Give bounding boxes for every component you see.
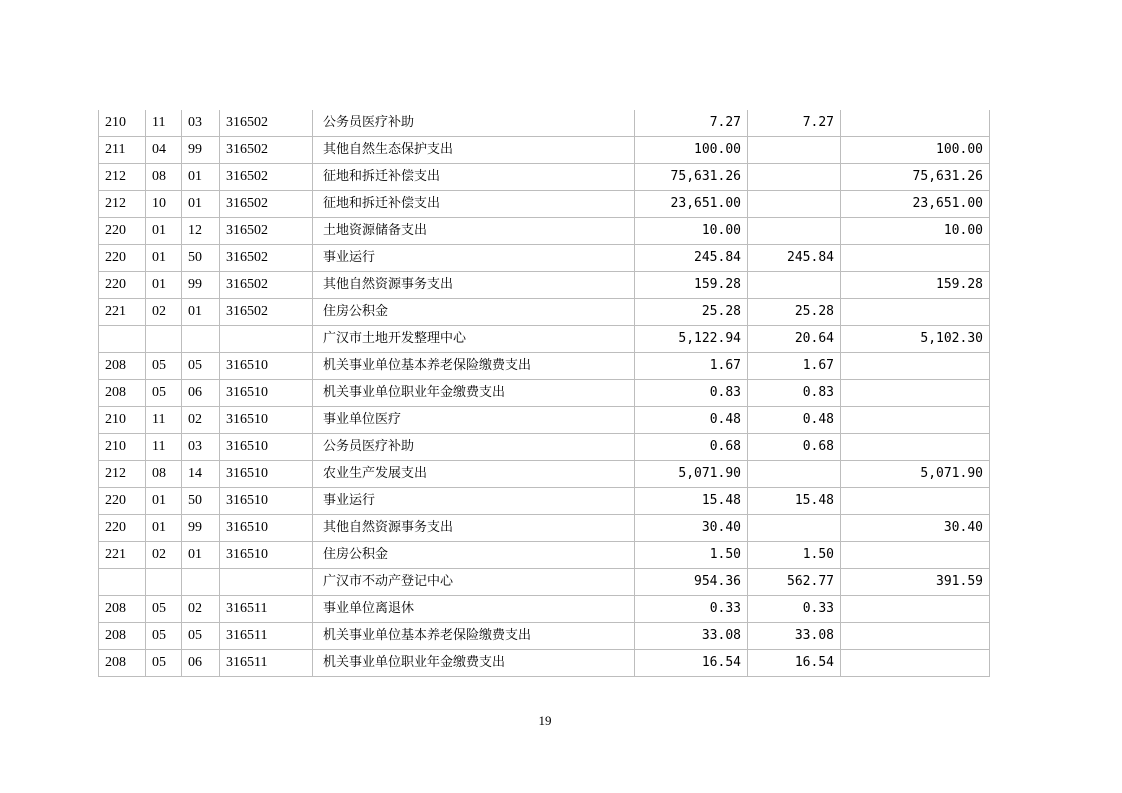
cell-class-code: 212 bbox=[99, 191, 146, 218]
table-row bbox=[99, 299, 990, 326]
cell-class-code: 208 bbox=[99, 596, 146, 623]
cell-subject-name: 征地和拆迁补偿支出 bbox=[313, 191, 635, 218]
table-row bbox=[99, 542, 990, 569]
cell-item-code: 01 bbox=[182, 191, 220, 218]
cell-project-expenditure: 391.59 bbox=[841, 569, 990, 596]
cell-total-amount: 5,122.94 bbox=[635, 326, 748, 353]
cell-unit-code: 316511 bbox=[220, 623, 313, 650]
cell-total-amount: 0.33 bbox=[635, 596, 748, 623]
cell-class-code: 221 bbox=[99, 542, 146, 569]
cell-subject-name: 其他自然生态保护支出 bbox=[313, 137, 635, 164]
cell-total-amount: 33.08 bbox=[635, 623, 748, 650]
cell-total-amount: 100.00 bbox=[635, 137, 748, 164]
cell-total-amount: 1.67 bbox=[635, 353, 748, 380]
cell-basic-expenditure: 20.64 bbox=[748, 326, 841, 353]
cell-project-expenditure bbox=[841, 245, 990, 272]
table-row bbox=[99, 380, 990, 407]
cell-section-code: 10 bbox=[146, 191, 182, 218]
cell-item-code: 06 bbox=[182, 380, 220, 407]
cell-class-code: 220 bbox=[99, 488, 146, 515]
cell-subject-name: 住房公积金 bbox=[313, 542, 635, 569]
cell-project-expenditure bbox=[841, 299, 990, 326]
cell-unit-code bbox=[220, 326, 313, 353]
cell-unit-code: 316510 bbox=[220, 434, 313, 461]
cell-subject-name: 事业单位医疗 bbox=[313, 407, 635, 434]
cell-total-amount: 1.50 bbox=[635, 542, 748, 569]
cell-basic-expenditure: 0.48 bbox=[748, 407, 841, 434]
cell-subject-name: 其他自然资源事务支出 bbox=[313, 515, 635, 542]
cell-class-code bbox=[99, 569, 146, 596]
cell-total-amount: 23,651.00 bbox=[635, 191, 748, 218]
table-row bbox=[99, 353, 990, 380]
table-row bbox=[99, 407, 990, 434]
table-row bbox=[99, 650, 990, 677]
cell-unit-code: 316502 bbox=[220, 245, 313, 272]
cell-class-code: 220 bbox=[99, 245, 146, 272]
cell-section-code: 11 bbox=[146, 110, 182, 137]
cell-total-amount: 75,631.26 bbox=[635, 164, 748, 191]
cell-subject-name: 公务员医疗补助 bbox=[313, 434, 635, 461]
cell-item-code bbox=[182, 569, 220, 596]
cell-class-code: 221 bbox=[99, 299, 146, 326]
cell-section-code: 04 bbox=[146, 137, 182, 164]
cell-unit-code: 316502 bbox=[220, 299, 313, 326]
cell-subject-name: 事业单位离退休 bbox=[313, 596, 635, 623]
cell-project-expenditure: 30.40 bbox=[841, 515, 990, 542]
cell-unit-code bbox=[220, 569, 313, 596]
table-row bbox=[99, 245, 990, 272]
cell-section-code: 11 bbox=[146, 434, 182, 461]
table-body bbox=[99, 110, 990, 677]
cell-basic-expenditure: 0.83 bbox=[748, 380, 841, 407]
cell-basic-expenditure bbox=[748, 137, 841, 164]
cell-class-code: 208 bbox=[99, 353, 146, 380]
cell-project-expenditure bbox=[841, 650, 990, 677]
cell-subject-name: 机关事业单位职业年金缴费支出 bbox=[313, 380, 635, 407]
cell-total-amount: 15.48 bbox=[635, 488, 748, 515]
cell-subject-name: 其他自然资源事务支出 bbox=[313, 272, 635, 299]
cell-item-code: 12 bbox=[182, 218, 220, 245]
cell-project-expenditure bbox=[841, 407, 990, 434]
cell-total-amount: 0.48 bbox=[635, 407, 748, 434]
budget-table bbox=[98, 110, 990, 677]
cell-section-code: 08 bbox=[146, 164, 182, 191]
cell-class-code: 220 bbox=[99, 515, 146, 542]
cell-basic-expenditure: 245.84 bbox=[748, 245, 841, 272]
cell-section-code: 08 bbox=[146, 461, 182, 488]
cell-item-code: 06 bbox=[182, 650, 220, 677]
table-row bbox=[99, 623, 990, 650]
cell-unit-code: 316510 bbox=[220, 488, 313, 515]
cell-item-code: 03 bbox=[182, 434, 220, 461]
table-row bbox=[99, 326, 990, 353]
cell-class-code bbox=[99, 326, 146, 353]
cell-class-code: 208 bbox=[99, 380, 146, 407]
cell-basic-expenditure bbox=[748, 191, 841, 218]
cell-unit-code: 316510 bbox=[220, 407, 313, 434]
cell-subject-name: 事业运行 bbox=[313, 488, 635, 515]
cell-total-amount: 159.28 bbox=[635, 272, 748, 299]
cell-section-code bbox=[146, 569, 182, 596]
table-row bbox=[99, 164, 990, 191]
cell-unit-code: 316510 bbox=[220, 353, 313, 380]
cell-section-code: 11 bbox=[146, 407, 182, 434]
cell-unit-code: 316510 bbox=[220, 380, 313, 407]
table-row bbox=[99, 191, 990, 218]
table-row bbox=[99, 596, 990, 623]
cell-section-code: 02 bbox=[146, 299, 182, 326]
cell-unit-code: 316502 bbox=[220, 191, 313, 218]
cell-class-code: 212 bbox=[99, 164, 146, 191]
cell-section-code: 05 bbox=[146, 353, 182, 380]
cell-item-code: 01 bbox=[182, 299, 220, 326]
cell-basic-expenditure: 1.67 bbox=[748, 353, 841, 380]
page-number: 19 bbox=[538, 713, 552, 728]
cell-basic-expenditure bbox=[748, 272, 841, 299]
cell-total-amount: 30.40 bbox=[635, 515, 748, 542]
cell-unit-code: 316502 bbox=[220, 110, 313, 137]
cell-basic-expenditure: 25.28 bbox=[748, 299, 841, 326]
cell-class-code: 220 bbox=[99, 272, 146, 299]
cell-subject-name: 事业运行 bbox=[313, 245, 635, 272]
table-row bbox=[99, 218, 990, 245]
cell-unit-code: 316502 bbox=[220, 272, 313, 299]
cell-subject-name: 机关事业单位基本养老保险缴费支出 bbox=[313, 353, 635, 380]
cell-project-expenditure: 100.00 bbox=[841, 137, 990, 164]
cell-item-code: 14 bbox=[182, 461, 220, 488]
cell-item-code: 99 bbox=[182, 272, 220, 299]
cell-basic-expenditure: 16.54 bbox=[748, 650, 841, 677]
cell-class-code: 210 bbox=[99, 434, 146, 461]
cell-section-code: 01 bbox=[146, 218, 182, 245]
cell-item-code: 01 bbox=[182, 164, 220, 191]
cell-item-code: 50 bbox=[182, 245, 220, 272]
cell-project-expenditure: 23,651.00 bbox=[841, 191, 990, 218]
table-row bbox=[99, 569, 990, 596]
cell-subject-name: 农业生产发展支出 bbox=[313, 461, 635, 488]
cell-total-amount: 25.28 bbox=[635, 299, 748, 326]
cell-section-code: 01 bbox=[146, 245, 182, 272]
cell-subject-name: 征地和拆迁补偿支出 bbox=[313, 164, 635, 191]
cell-section-code: 05 bbox=[146, 596, 182, 623]
cell-section-code: 02 bbox=[146, 542, 182, 569]
cell-basic-expenditure bbox=[748, 461, 841, 488]
cell-subject-name: 住房公积金 bbox=[313, 299, 635, 326]
cell-project-expenditure bbox=[841, 434, 990, 461]
cell-class-code: 208 bbox=[99, 650, 146, 677]
cell-item-code: 05 bbox=[182, 623, 220, 650]
cell-section-code: 01 bbox=[146, 272, 182, 299]
cell-section-code bbox=[146, 326, 182, 353]
table-row bbox=[99, 515, 990, 542]
cell-unit-code: 316502 bbox=[220, 137, 313, 164]
cell-total-amount: 7.27 bbox=[635, 110, 748, 137]
table-row bbox=[99, 461, 990, 488]
cell-section-code: 05 bbox=[146, 623, 182, 650]
cell-subject-name: 广汉市不动产登记中心 bbox=[313, 569, 635, 596]
cell-total-amount: 10.00 bbox=[635, 218, 748, 245]
cell-class-code: 212 bbox=[99, 461, 146, 488]
cell-class-code: 210 bbox=[99, 110, 146, 137]
table-row bbox=[99, 110, 990, 137]
cell-item-code: 50 bbox=[182, 488, 220, 515]
table-row bbox=[99, 434, 990, 461]
cell-unit-code: 316510 bbox=[220, 461, 313, 488]
cell-project-expenditure: 159.28 bbox=[841, 272, 990, 299]
cell-class-code: 208 bbox=[99, 623, 146, 650]
cell-section-code: 01 bbox=[146, 488, 182, 515]
cell-project-expenditure bbox=[841, 380, 990, 407]
cell-item-code: 05 bbox=[182, 353, 220, 380]
table-row bbox=[99, 137, 990, 164]
cell-unit-code: 316510 bbox=[220, 515, 313, 542]
cell-project-expenditure bbox=[841, 542, 990, 569]
cell-project-expenditure: 5,071.90 bbox=[841, 461, 990, 488]
cell-subject-name: 土地资源储备支出 bbox=[313, 218, 635, 245]
cell-total-amount: 16.54 bbox=[635, 650, 748, 677]
cell-unit-code: 316502 bbox=[220, 218, 313, 245]
cell-basic-expenditure: 0.33 bbox=[748, 596, 841, 623]
table-row bbox=[99, 488, 990, 515]
cell-project-expenditure bbox=[841, 353, 990, 380]
cell-class-code: 210 bbox=[99, 407, 146, 434]
cell-basic-expenditure bbox=[748, 515, 841, 542]
cell-total-amount: 0.68 bbox=[635, 434, 748, 461]
cell-basic-expenditure: 0.68 bbox=[748, 434, 841, 461]
cell-class-code: 211 bbox=[99, 137, 146, 164]
cell-project-expenditure bbox=[841, 596, 990, 623]
cell-unit-code: 316502 bbox=[220, 164, 313, 191]
cell-basic-expenditure: 7.27 bbox=[748, 110, 841, 137]
cell-project-expenditure bbox=[841, 110, 990, 137]
cell-basic-expenditure: 562.77 bbox=[748, 569, 841, 596]
cell-total-amount: 245.84 bbox=[635, 245, 748, 272]
cell-item-code bbox=[182, 326, 220, 353]
cell-basic-expenditure: 1.50 bbox=[748, 542, 841, 569]
cell-section-code: 01 bbox=[146, 515, 182, 542]
cell-section-code: 05 bbox=[146, 380, 182, 407]
cell-project-expenditure: 10.00 bbox=[841, 218, 990, 245]
cell-basic-expenditure bbox=[748, 164, 841, 191]
cell-total-amount: 0.83 bbox=[635, 380, 748, 407]
table-row bbox=[99, 272, 990, 299]
cell-item-code: 99 bbox=[182, 137, 220, 164]
cell-basic-expenditure: 33.08 bbox=[748, 623, 841, 650]
cell-item-code: 99 bbox=[182, 515, 220, 542]
cell-item-code: 01 bbox=[182, 542, 220, 569]
cell-basic-expenditure: 15.48 bbox=[748, 488, 841, 515]
cell-subject-name: 机关事业单位职业年金缴费支出 bbox=[313, 650, 635, 677]
cell-unit-code: 316510 bbox=[220, 542, 313, 569]
cell-section-code: 05 bbox=[146, 650, 182, 677]
cell-unit-code: 316511 bbox=[220, 650, 313, 677]
cell-class-code: 220 bbox=[99, 218, 146, 245]
cell-project-expenditure bbox=[841, 488, 990, 515]
cell-unit-code: 316511 bbox=[220, 596, 313, 623]
cell-item-code: 03 bbox=[182, 110, 220, 137]
cell-project-expenditure: 75,631.26 bbox=[841, 164, 990, 191]
cell-total-amount: 5,071.90 bbox=[635, 461, 748, 488]
cell-basic-expenditure bbox=[748, 218, 841, 245]
cell-project-expenditure bbox=[841, 623, 990, 650]
cell-subject-name: 广汉市土地开发整理中心 bbox=[313, 326, 635, 353]
cell-item-code: 02 bbox=[182, 596, 220, 623]
cell-item-code: 02 bbox=[182, 407, 220, 434]
cell-project-expenditure: 5,102.30 bbox=[841, 326, 990, 353]
cell-subject-name: 机关事业单位基本养老保险缴费支出 bbox=[313, 623, 635, 650]
cell-total-amount: 954.36 bbox=[635, 569, 748, 596]
cell-subject-name: 公务员医疗补助 bbox=[313, 110, 635, 137]
